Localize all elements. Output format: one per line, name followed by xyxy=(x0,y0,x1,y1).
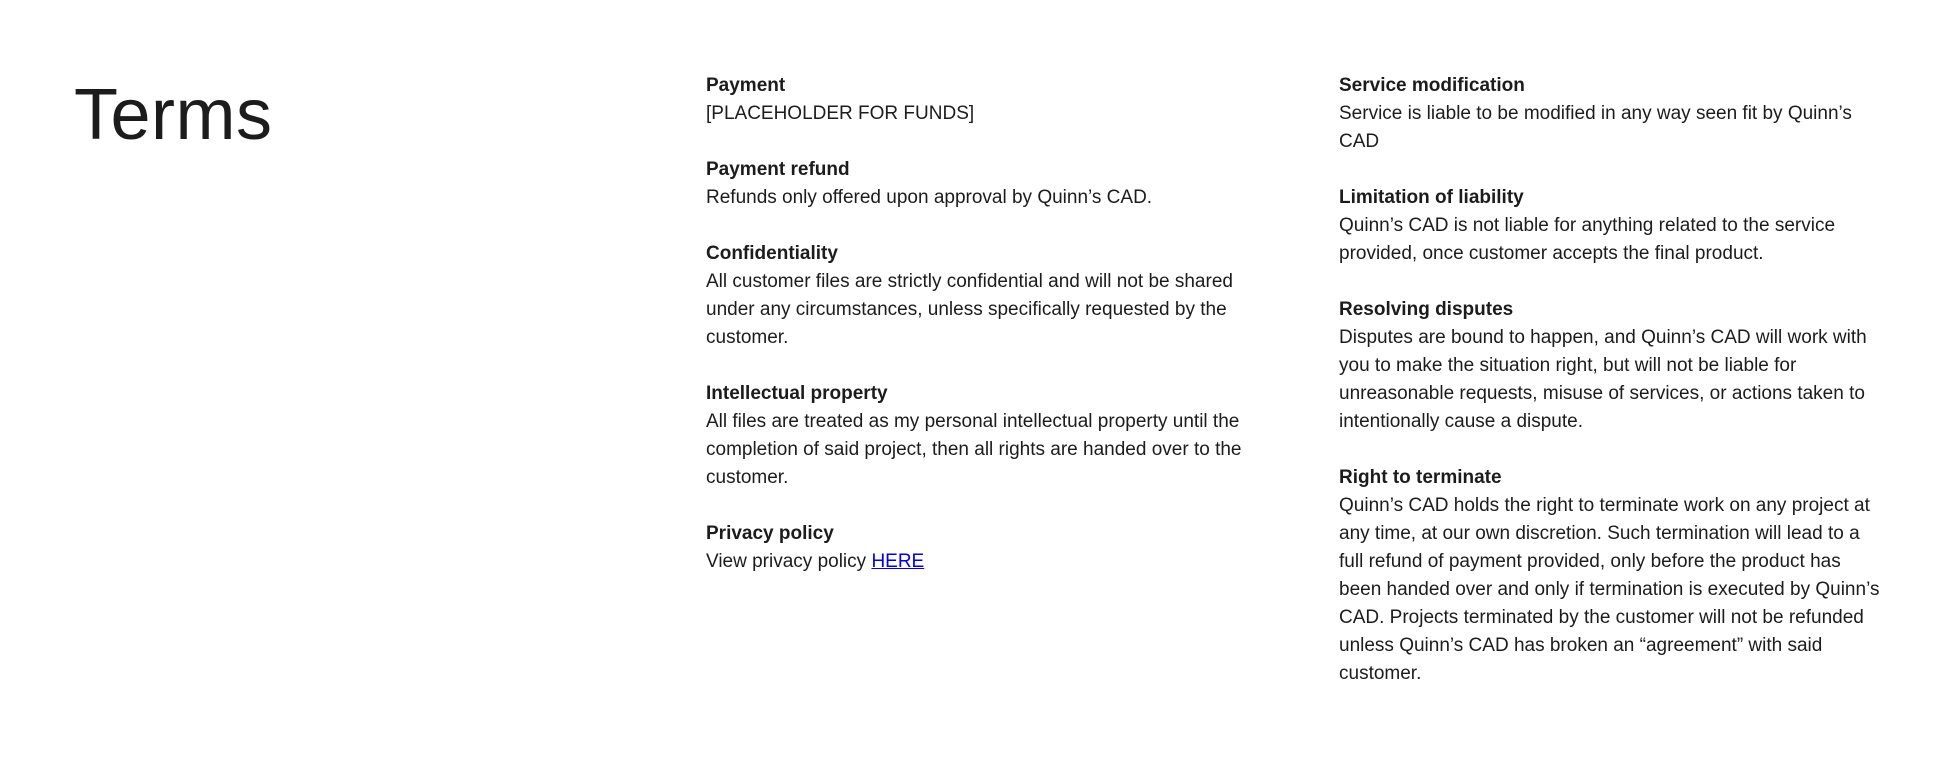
section-body: Disputes are bound to happen, and Quinn’s CAD will work with you to make the situation right, but will not be liable for unreasonable requests, misuse of services, or actions taken to intentionally cause a dispute. xyxy=(1339,327,1867,432)
page-title: Terms xyxy=(74,75,273,155)
section-heading: Payment xyxy=(706,75,786,96)
section-heading: Payment refund xyxy=(706,159,850,180)
section-heading: Limitation of liability xyxy=(1339,187,1524,208)
privacy-policy-link[interactable]: HERE xyxy=(871,551,925,572)
section-resolving-disputes xyxy=(1339,296,1884,436)
section-payment xyxy=(706,72,1251,128)
section-body: [PLACEHOLDER FOR FUNDS] xyxy=(706,103,975,124)
section-privacy-policy xyxy=(706,520,1251,576)
section-body: All customer files are strictly confidential and will not be shared under any circumstances, unless specifically requested by the customer. xyxy=(706,271,1233,348)
section-intellectual-property xyxy=(706,380,1251,492)
section-heading: Confidentiality xyxy=(706,243,838,264)
section-body: Service is liable to be modified in any way seen fit by Quinn’s CAD xyxy=(1339,103,1852,152)
terms-column-left xyxy=(706,72,1251,604)
section-body: Refunds only offered upon approval by Quinn’s CAD. xyxy=(706,187,1153,208)
section-body: Quinn’s CAD is not liable for anything related to the service provided, once customer accepts the final product. xyxy=(1339,215,1836,264)
terms-column-right xyxy=(1339,72,1884,716)
section-right-to-terminate xyxy=(1339,464,1884,688)
section-heading: Intellectual property xyxy=(706,383,888,404)
section-heading: Right to terminate xyxy=(1339,467,1502,488)
section-heading: Resolving disputes xyxy=(1339,299,1514,320)
section-payment-refund xyxy=(706,156,1251,212)
section-limitation-of-liability xyxy=(1339,184,1884,268)
section-body: Quinn’s CAD holds the right to terminate work on any project at any time, at our own discretion. Such termination will lead to a full refund of payment provided, only before the product has been handed over and only if termination is executed by Quinn’s CAD. Projects terminated by the customer will not be refunded unless Quinn’s CAD has broken an “agreement” with said customer. xyxy=(1339,495,1880,684)
section-service-modification xyxy=(1339,72,1884,156)
section-heading: Privacy policy xyxy=(706,523,834,544)
section-confidentiality xyxy=(706,240,1251,352)
privacy-policy-prefix: View privacy policy xyxy=(706,551,872,572)
privacy-policy-text xyxy=(706,548,1251,576)
section-heading: Service modification xyxy=(1339,75,1525,96)
section-body: All files are treated as my personal intellectual property until the completion of said project, then all rights are handed over to the customer. xyxy=(706,411,1242,488)
